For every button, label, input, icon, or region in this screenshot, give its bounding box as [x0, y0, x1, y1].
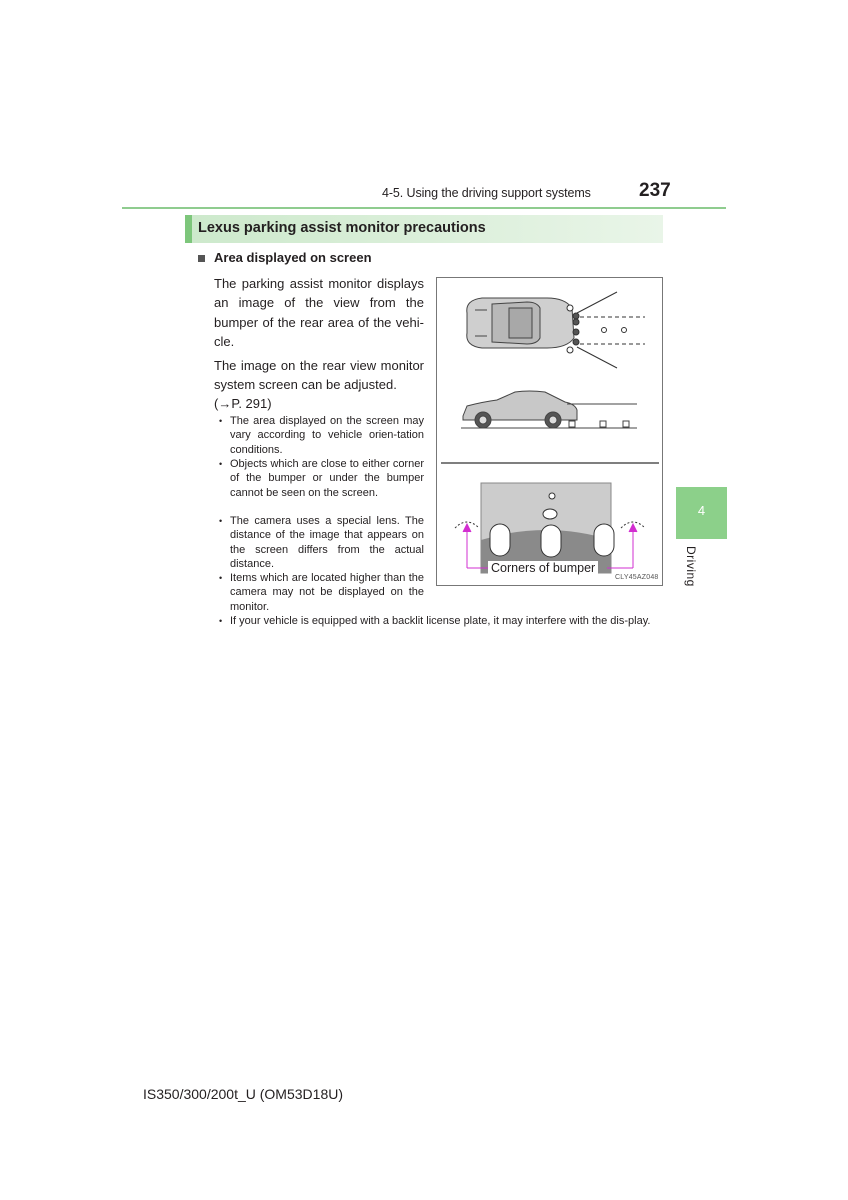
car-side-view-icon — [461, 391, 637, 428]
body-paragraph: The parking assist monitor displays an image of the view from the bumper of the rear area of the vehi-cle. — [214, 276, 424, 349]
square-bullet-icon — [198, 255, 205, 262]
running-header-section: 4-5. Using the driving support systems — [382, 186, 591, 200]
page-number: 237 — [639, 180, 671, 201]
header-rule — [122, 207, 726, 209]
section-heading-bar — [185, 215, 663, 243]
note-bullet: • The area displayed on the screen may vary according to vehicle orien-tation conditions. — [214, 414, 424, 457]
note-bullet: • If your vehicle is equipped with a backlit license plate, it may interfere with the dis-play. — [214, 614, 658, 628]
chapter-tab[interactable] — [676, 487, 727, 539]
body-paragraph: The image on the rear view monitor system screen can be adjusted. — [214, 358, 424, 393]
sensor-markers — [567, 305, 627, 353]
car-top-view-icon — [467, 298, 574, 348]
figure-code: CLY45AZ048 — [615, 574, 659, 581]
parking-assist-illustration — [436, 277, 663, 586]
monitor-view-icon — [481, 483, 614, 573]
callout-label: Corners of bumper — [488, 561, 598, 575]
illustration-drawing — [437, 278, 664, 587]
page-reference-link[interactable]: (→P. 291) — [214, 396, 272, 411]
guide-lines — [577, 292, 645, 368]
footer-model: IS350/300/200t_U (OM53D18U) — [143, 1086, 343, 1102]
note-bullet: • The camera uses a special lens. The distance of the image that appears on the screen differs from the actual distance. — [214, 514, 424, 571]
section-title: Lexus parking assist monitor precautions — [198, 220, 486, 236]
note-bullet: • Items which are located higher than the camera may not be displayed on the monitor. — [214, 571, 424, 614]
note-bullet: • Objects which are close to either corner of the bumper or under the bumper cannot be seen on the screen. — [214, 457, 424, 500]
chapter-label: Driving — [684, 546, 698, 587]
chapter-number: 4 — [697, 503, 706, 518]
subsection-title: Area displayed on screen — [214, 250, 372, 265]
